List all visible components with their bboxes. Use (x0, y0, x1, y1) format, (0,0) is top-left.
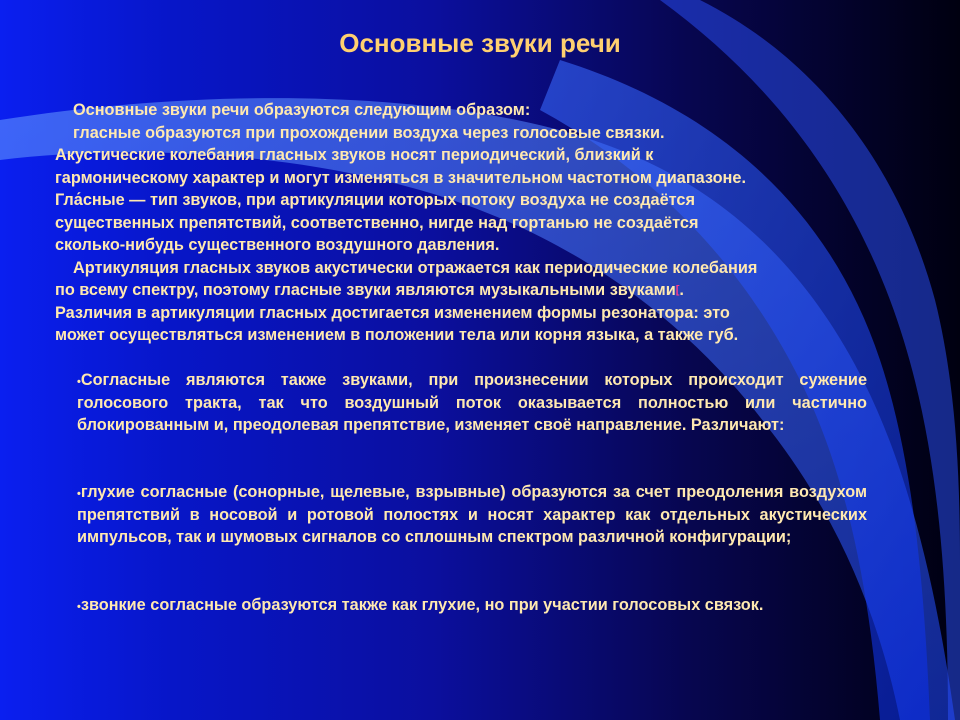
vowels-line: существенных препятствий, соответственно, нигде над гортанью не создаётся (55, 213, 699, 232)
bullet-icon: • (77, 488, 81, 500)
citation-link[interactable]: [ (675, 284, 680, 296)
vowels-line: Основные звуки речи образуются следующим образом: (73, 101, 531, 119)
voiced-paragraph (77, 594, 867, 617)
voiceless-paragraph (77, 481, 867, 549)
vowels-line: гласные образуются при прохождении воздуха через голосовые связки. (73, 123, 665, 142)
vowels-line: Гла́сные — тип звуков, при артикуляции которых потоку воздуха не создаётся (55, 191, 695, 209)
vowels-line: Артикуляция гласных звуков акустически отражается как периодические колебания (73, 258, 758, 277)
consonants-text: Согласные являются также звуками, при произнесении которых происходит сужение голосового тракта, так что воздушный поток оказывается полностью или частично блокированным и, преодолевая препятствие, изменяет своё направление. Различают: (77, 371, 867, 434)
vowels-line-with-citation (55, 279, 875, 302)
vowels-line: может осуществляться изменением в положении тела или корня языка, а также губ. (55, 326, 739, 344)
vowels-line: Различия в артикуляции гласных достигается изменением формы резонатора: это (55, 303, 730, 322)
vowels-line-end: . (679, 281, 684, 299)
consonants-paragraph (77, 369, 867, 437)
vowels-paragraph (55, 99, 875, 347)
bullet-icon: • (77, 376, 81, 388)
slide-title: Основные звуки речи (339, 28, 621, 58)
voiceless-text: глухие согласные (сонорные, щелевые, взрывные) образуются за счет преодоления воздухом препятствий в носовой и ротовой полостях и носят характер как отдельных акустических импульсов, так и шумовых сигналов со сплошным спектром различной конфигурации; (77, 483, 867, 546)
vowels-line-text: по всему спектру, поэтому гласные звуки являются музыкальными звуками (55, 281, 676, 299)
vowels-line: гармоническому характер и могут изменяться в значительном частотном диапазоне. (55, 168, 746, 187)
voiced-text: звонкие согласные образуются также как глухие, но при участии голосовых связок. (80, 596, 764, 614)
bullet-icon: • (77, 601, 81, 613)
vowels-line: Акустические колебания гласных звуков носят периодический, близкий к (55, 146, 654, 164)
vowels-line: сколько-нибудь существенного воздушного давления. (55, 236, 500, 254)
